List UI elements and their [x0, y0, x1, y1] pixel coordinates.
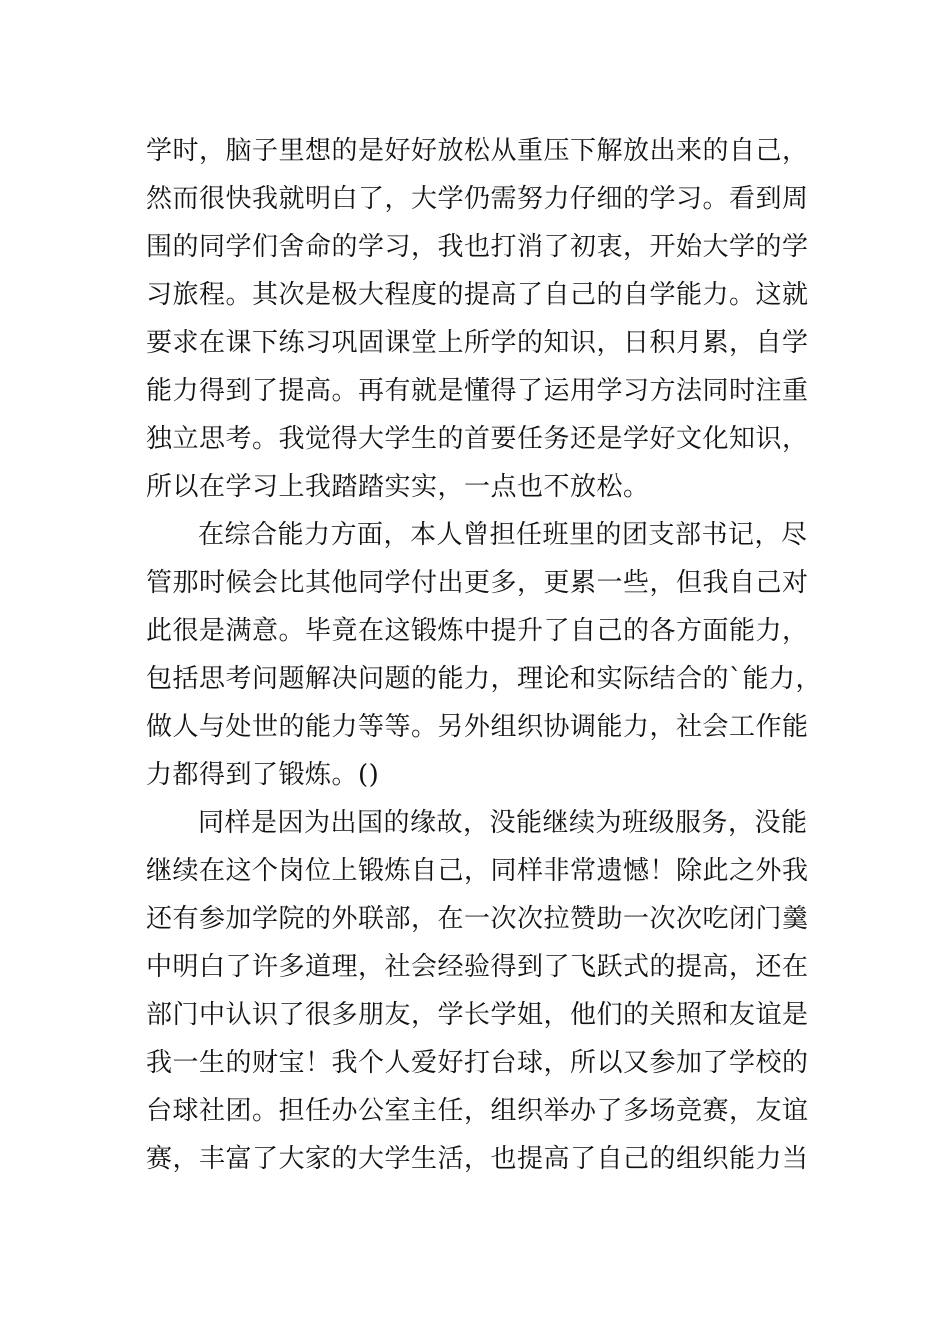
text-line: 我一生的财宝！我个人爱好打台球，所以又参加了学校的 [146, 1048, 809, 1078]
text-line: 赛，丰富了大家的大学生活，也提高了自己的组织能力当 [146, 1144, 809, 1174]
text-line: 此很是满意。毕竟在这锻炼中提升了自己的各方面能力， [146, 616, 809, 646]
text-line: 还有参加学院的外联部，在一次次拉赞助一次次吃闭门羹 [146, 904, 809, 934]
text-line: 台球社团。担任办公室主任，组织举办了多场竞赛，友谊 [146, 1096, 809, 1126]
document-body [146, 127, 823, 1183]
text-line: 要求在课下练习巩固课堂上所学的知识，日积月累，自学 [146, 328, 809, 358]
text-line: 在综合能力方面，本人曾担任班里的团支部书记，尽 [198, 520, 808, 550]
text-line: 然而很快我就明白了，大学仍需努力仔细的学习。看到周 [146, 184, 809, 214]
text-line: 中明白了许多道理，社会经验得到了飞跃式的提高，还在 [146, 952, 809, 982]
text-line: 独立思考。我觉得大学生的首要任务还是学好文化知识， [146, 424, 809, 454]
text-line: 部门中认识了很多朋友，学长学姐，他们的关照和友谊是 [146, 1000, 809, 1030]
paragraph-3 [146, 799, 809, 1183]
text-line: 围的同学们舍命的学习，我也打消了初衷，开始大学的学 [146, 232, 809, 262]
text-line: 习旅程。其次是极大程度的提高了自己的自学能力。这就 [146, 280, 809, 310]
text-line: 管那时候会比其他同学付出更多，更累一些，但我自己对 [146, 568, 809, 598]
text-line: 所以在学习上我踏踏实实，一点也不放松。 [146, 472, 650, 502]
text-line: 力都得到了锻炼。() [146, 760, 380, 790]
paragraph-1 [146, 127, 809, 511]
text-line: 学时，脑子里想的是好好放松从重压下解放出来的自己， [146, 136, 809, 166]
paragraph-2 [146, 511, 823, 799]
text-line: 同样是因为出国的缘故，没能继续为班级服务，没能 [198, 808, 808, 838]
text-line: 能力得到了提高。再有就是懂得了运用学习方法同时注重 [146, 376, 809, 406]
text-line: 包括思考问题解决问题的能力，理论和实际结合的`能力， [146, 664, 823, 694]
text-line: 做人与处世的能力等等。另外组织协调能力，社会工作能 [146, 712, 809, 742]
text-line: 继续在这个岗位上锻炼自己，同样非常遗憾！除此之外我 [146, 856, 809, 886]
